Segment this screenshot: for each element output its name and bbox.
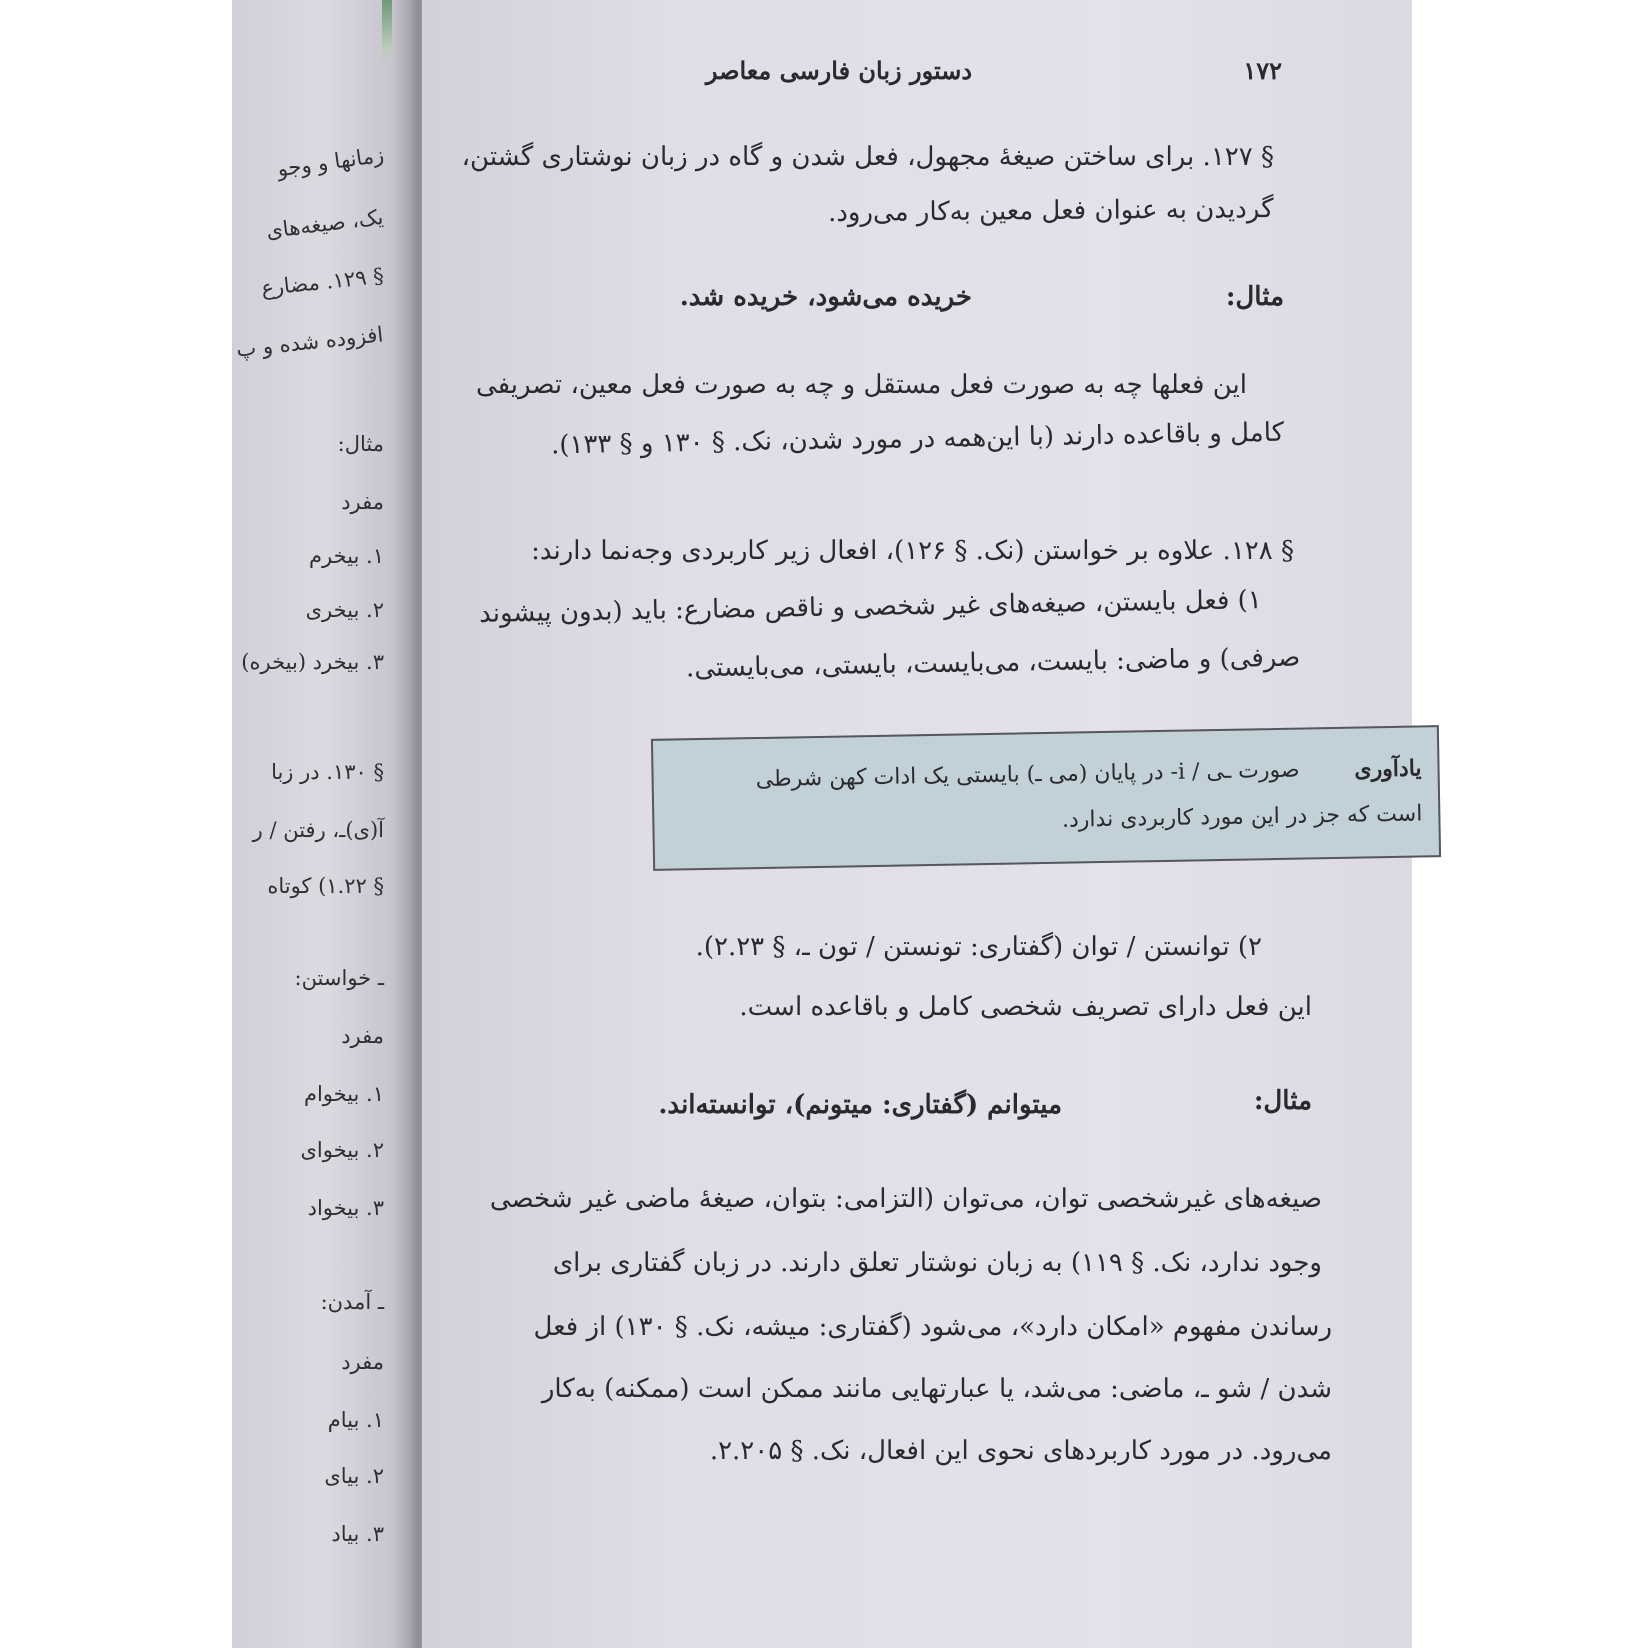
left-page-line: ۲. بیای — [324, 1464, 384, 1488]
left-page-line: § ۱۲۹. مضارع — [260, 263, 385, 301]
left-page-line: زمانها و وجو — [275, 142, 386, 182]
final-paragraph-line: وجود ندارد، نک. § ۱۱۹) به زبان نوشتار تعلق دارند. در زبان گفتاری برای — [552, 1248, 1322, 1278]
left-page-line: آ(ی)ـ، رفتن / ر — [252, 818, 384, 842]
left-page-line: ۱. بیخرم — [309, 544, 384, 568]
left-page-line: § ۱۳۰. در زبا — [271, 760, 384, 784]
item-2-line: ۲) توانستن / توان (گفتاری: تونستن / تون ـ، § ۲.۲۳). — [695, 932, 1262, 962]
left-page-line: § ۱.۲۲) کوتاه — [267, 874, 384, 898]
note-line: است که جز در این مورد کاربردی ندارد. — [1061, 801, 1423, 833]
running-header-title: دستور زبان فارسی معاصر — [705, 56, 972, 85]
paragraph-line: این فعلها چه به صورت فعل مستقل و چه به صورت فعل معین، تصریفی — [475, 370, 1247, 400]
reminder-note-box — [651, 725, 1441, 871]
left-page-line: مفرد — [341, 1024, 384, 1048]
section-128-line: § ۱۲۸. علاوه بر خواستن (نک. § ۱۲۶)، افعال زیر کاربردی وجه‌نما دارند: — [531, 536, 1294, 566]
section-128-line: صرفی) و ماضی: بایست، می‌بایست، بایستی، می‌بایستی. — [685, 642, 1301, 684]
left-page — [232, 0, 402, 1648]
item-2-line: این فعل دارای تصریف شخصی کامل و باقاعده است. — [739, 992, 1312, 1022]
note-label: یادآوری — [1354, 755, 1422, 783]
example-label: مثال: — [1225, 282, 1284, 312]
open-book — [232, 0, 1423, 1648]
page-number: ۱۷۲ — [1243, 56, 1282, 85]
left-page-line: ۱. بیخوام — [303, 1082, 384, 1106]
left-page-line: ۳. بیخرد (بیخره) — [241, 650, 384, 674]
left-page-line: مفرد — [341, 490, 384, 514]
left-page-line: ۳. بیخواد — [307, 1196, 384, 1220]
final-paragraph-line: صیغه‌های غیرشخصی توان، می‌توان (التزامی: بتوان، صیغهٔ ماضی غیر شخصی — [489, 1184, 1322, 1214]
example-text: میتوانم (گفتاری: میتونم)، توانسته‌اند. — [658, 1090, 1062, 1120]
left-page-line: مفرد — [341, 1350, 384, 1374]
left-page-line: ۳. بیاد — [331, 1522, 384, 1546]
left-page-line: ۲. بیخوای — [300, 1138, 384, 1162]
paragraph-line: کامل و باقاعده دارند (با این‌همه در مورد شدن، نک. § ۱۳۰ و § ۱۳۳). — [550, 417, 1285, 461]
left-page-line: ۲. بیخری — [305, 598, 384, 622]
example-label: مثال: — [1253, 1086, 1312, 1116]
section-127-line: گردیدن به عنوان فعل معین به‌کار می‌رود. — [828, 194, 1275, 228]
example-text: خریده می‌شود، خریده شد. — [679, 282, 972, 312]
section-127-line: § ۱۲۷. برای ساختن صیغهٔ مجهول، فعل شدن و گاه در زبان نوشتاری گشتن، — [461, 142, 1274, 172]
final-paragraph-line: می‌رود. در مورد کاربردهای نحوی این افعال، نک. § ۲.۲۰۵. — [709, 1436, 1332, 1466]
left-page-line: یک، صیغه‌های — [265, 204, 386, 244]
left-page-line: ۱. بیام — [327, 1408, 384, 1432]
note-line: صورت ـی / i- در پایان (می ـ) بایستی یک ادات کهن شرطی — [755, 757, 1300, 793]
final-paragraph-line: رساندن مفهوم «امکان دارد»، می‌شود (گفتاری: میشه، نک. § ۱۳۰) از فعل — [533, 1312, 1332, 1342]
left-page-line: ـ خواستن: — [294, 966, 384, 990]
right-page — [422, 0, 1423, 1648]
left-page-line: مثال: — [337, 432, 384, 456]
section-128-line: ۱) فعل بایستن، صیغه‌های غیر شخصی و ناقص مضارع: باید (بدون پیشوند — [479, 585, 1263, 629]
left-page-line: افزوده شده و پ — [235, 322, 385, 362]
final-paragraph-line: شدن / شو ـ، ماضی: می‌شد، یا عبارتهایی مانند ممکن است (ممکنه) به‌کار — [541, 1374, 1332, 1404]
left-page-line: ـ آمدن: — [320, 1290, 384, 1314]
